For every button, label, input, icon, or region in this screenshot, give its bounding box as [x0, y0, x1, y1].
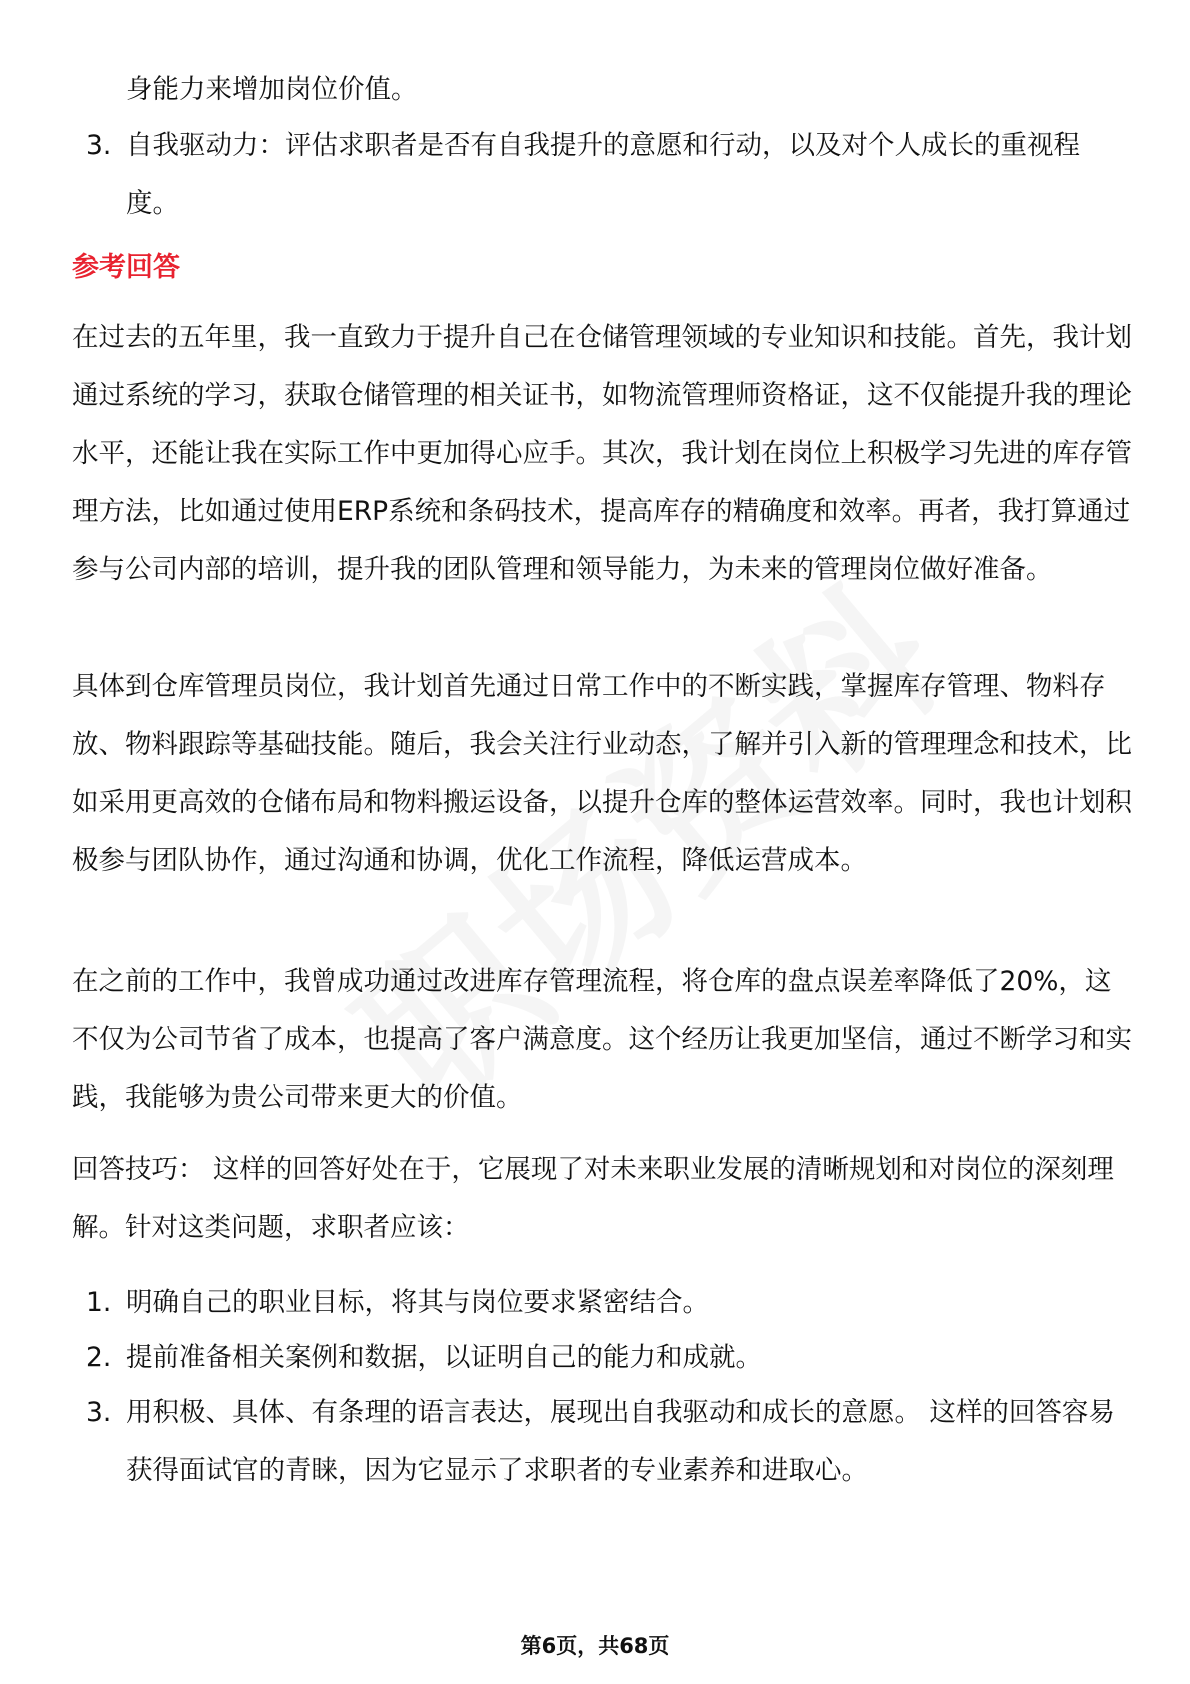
- list-item-number: 3.: [86, 130, 112, 161]
- body-paragraph: [72, 309, 1132, 599]
- paragraph-text: 在过去的五年里，我一直致力于提升自己在仓储管理领域的专业知识和技能。首先，我计划通过系统的学习，获取仓储管理的相关证书，如物流管理师资格证，这不仅能提升我的理论水平，还能让我在实际工作中更加得心应手。其次，我计划在岗位上积极学习先进的库存管理方法，比如通过使用ERP系统和条码技术，提高库存的精确度和效率。再者，我打算通过参与公司内部的培训，提升我的团队管理和领导能力，为未来的管理岗位做好准备。: [72, 322, 1132, 585]
- section-heading: 参考回答: [72, 252, 180, 283]
- paragraph-text: 具体到仓库管理员岗位，我计划首先通过日常工作中的不断实践，掌握库存管理、物料存放、物料跟踪等基础技能。随后，我会关注行业动态，了解并引入新的管理理念和技术，比如采用更高效的仓储布局和物料搬运设备，以提升仓库的整体运营效率。同时，我也计划积极参与团队协作，通过沟通和协调，优化工作流程，降低运营成本。: [72, 671, 1132, 876]
- body-paragraph: [72, 953, 1132, 1127]
- paragraph-text: 在之前的工作中，我曾成功通过改进库存管理流程，将仓库的盘点误差率降低了20%，这不仅为公司节省了成本，也提高了客户满意度。这个经历让我更加坚信，通过不断学习和实践，我能够为贵公司带来更大的价值。: [72, 966, 1132, 1113]
- paragraph-text: 回答技巧： 这样的回答好处在于，它展现了对未来职业发展的清晰规划和对岗位的深刻理解。针对这类问题，求职者应该：: [72, 1154, 1114, 1243]
- list-item-text: 自我驱动力：评估求职者是否有自我提升的意愿和行动，以及对个人成长的重视程度。: [126, 130, 1080, 219]
- list-item-text: 提前准备相关案例和数据，以证明自己的能力和成就。: [126, 1342, 762, 1373]
- list-item: [72, 1329, 1132, 1387]
- body-paragraph: [72, 658, 1132, 890]
- body-paragraph: [72, 1141, 1132, 1257]
- page-number-footer: 第6页，共68页: [520, 1634, 670, 1658]
- list-item: [72, 1384, 1132, 1500]
- list-item-text: 用积极、具体、有条理的语言表达，展现出自我驱动和成长的意愿。 这样的回答容易获得面试官的青睐，因为它显示了求职者的专业素养和进取心。: [126, 1397, 1115, 1486]
- list-item: [72, 1274, 1132, 1332]
- list-item-text: 明确自己的职业目标，将其与岗位要求紧密结合。: [126, 1287, 709, 1318]
- list-item-continuation: 身能力来增加岗位价值。: [126, 74, 418, 105]
- list-item-number: 2.: [86, 1342, 112, 1373]
- list-item-number: 3.: [86, 1397, 112, 1428]
- list-item-number: 1.: [86, 1287, 112, 1318]
- list-item: [72, 117, 1132, 233]
